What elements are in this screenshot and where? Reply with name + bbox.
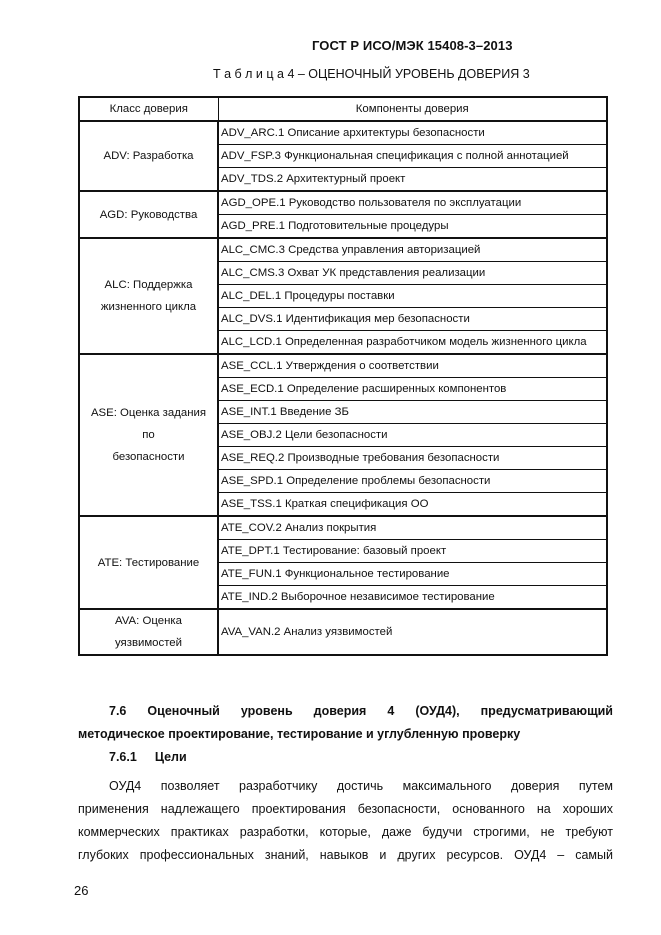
assurance-component-cell: ATE_COV.2 Анализ покрытия (218, 516, 607, 540)
assurance-component-cell: ALC_CMS.3 Охват УК представления реализации (218, 262, 607, 285)
section-heading-line: 7.6 Оценочный уровень доверия 4 (ОУД4), предусматривающий (109, 704, 613, 718)
subsection-number: 7.6.1 (109, 750, 137, 764)
assurance-component-cell: AGD_PRE.1 Подготовительные процедуры (218, 215, 607, 239)
assurance-component-cell: ATE_IND.2 Выборочное независимое тестирование (218, 586, 607, 610)
assurance-class-cell (79, 191, 218, 238)
table-row (79, 238, 607, 262)
assurance-class-label: AGD: Руководства (99, 208, 198, 221)
column-header-components: Компоненты доверия (218, 97, 607, 121)
paragraph-line: применения надлежащего проектирования безопасности, основанного на хороших (78, 802, 613, 816)
paragraph-line: коммерческих практиках разработки, которые, даже будучи строгими, не требуют (78, 825, 613, 839)
assurance-class-cell (79, 516, 218, 609)
assurance-component-cell: AGD_OPE.1 Руководство пользователя по эксплуатации (218, 191, 607, 215)
table-row (79, 121, 607, 145)
body-paragraph (78, 775, 613, 867)
assurance-class-label: жизненного цикла (100, 301, 197, 313)
assurance-component-cell: ASE_REQ.2 Производные требования безопасности (218, 447, 607, 470)
table-row (79, 516, 607, 540)
assurance-class-label: ALC: Поддержка (104, 279, 193, 291)
page-number: 26 (74, 883, 89, 898)
assurance-component-cell: ASE_TSS.1 Краткая спецификация ОО (218, 493, 607, 517)
assurance-component-cell: ASE_INT.1 Введение ЗБ (218, 401, 607, 424)
assurance-component-cell: ASE_CCL.1 Утверждения о соответствии (218, 354, 607, 378)
assurance-class-label: уязвимостей (114, 637, 183, 649)
assurance-table (78, 96, 608, 656)
subsection-heading (109, 750, 187, 764)
section-heading (78, 700, 613, 746)
table-row (79, 609, 607, 655)
assurance-component-cell: ASE_ECD.1 Определение расширенных компонентов (218, 378, 607, 401)
assurance-class-label: ASE: Оценка задания (90, 407, 207, 419)
table-row (79, 191, 607, 215)
assurance-class-label: безопасности (112, 451, 185, 463)
paragraph-line: ОУД4 позволяет разработчику достичь максимального доверия путем (109, 779, 613, 793)
assurance-class-label: ADV: Разработка (103, 150, 194, 162)
assurance-component-cell: ASE_OBJ.2 Цели безопасности (218, 424, 607, 447)
assurance-class-label: AVA: Оценка (115, 615, 182, 627)
column-header-class: Класс доверия (79, 97, 218, 121)
assurance-class-cell (79, 609, 218, 655)
standard-header: ГОСТ Р ИСО/МЭК 15408-3–2013 (312, 38, 513, 53)
table-caption: Т а б л и ц а 4 – ОЦЕНОЧНЫЙ УРОВЕНЬ ДОВЕРИЯ 3 (213, 67, 530, 81)
table-header-row (79, 97, 607, 121)
assurance-class-cell (79, 354, 218, 516)
assurance-component-cell: AVA_VAN.2 Анализ уязвимостей (218, 609, 607, 655)
assurance-component-cell: ADV_ARC.1 Описание архитектуры безопасности (218, 121, 607, 145)
assurance-component-cell: ALC_LCD.1 Определенная разработчиком модель жизненного цикла (218, 331, 607, 355)
assurance-component-cell: ALC_CMC.3 Средства управления авторизацией (218, 238, 607, 262)
assurance-component-cell: ATE_DPT.1 Тестирование: базовый проект (218, 540, 607, 563)
table-body (79, 121, 607, 655)
assurance-class-cell (79, 238, 218, 354)
assurance-component-cell: ADV_TDS.2 Архитектурный проект (218, 168, 607, 192)
assurance-component-cell: ALC_DEL.1 Процедуры поставки (218, 285, 607, 308)
assurance-component-cell: ASE_SPD.1 Определение проблемы безопасности (218, 470, 607, 493)
assurance-component-cell: ALC_DVS.1 Идентификация мер безопасности (218, 308, 607, 331)
assurance-class-label: ATE: Тестирование (97, 556, 200, 569)
paragraph-line: глубоких профессиональных знаний, навыков и других ресурсов. ОУД4 – самый (78, 848, 613, 862)
subsection-title: Цели (154, 750, 187, 764)
assurance-component-cell: ATE_FUN.1 Функциональное тестирование (218, 563, 607, 586)
table-row (79, 354, 607, 378)
assurance-component-cell: ADV_FSP.3 Функциональная спецификация с полной аннотацией (218, 145, 607, 168)
assurance-class-label: по (142, 429, 155, 441)
section-heading-line: методическое проектирование, тестирование и углубленную проверку (78, 727, 521, 741)
assurance-class-cell (79, 121, 218, 191)
